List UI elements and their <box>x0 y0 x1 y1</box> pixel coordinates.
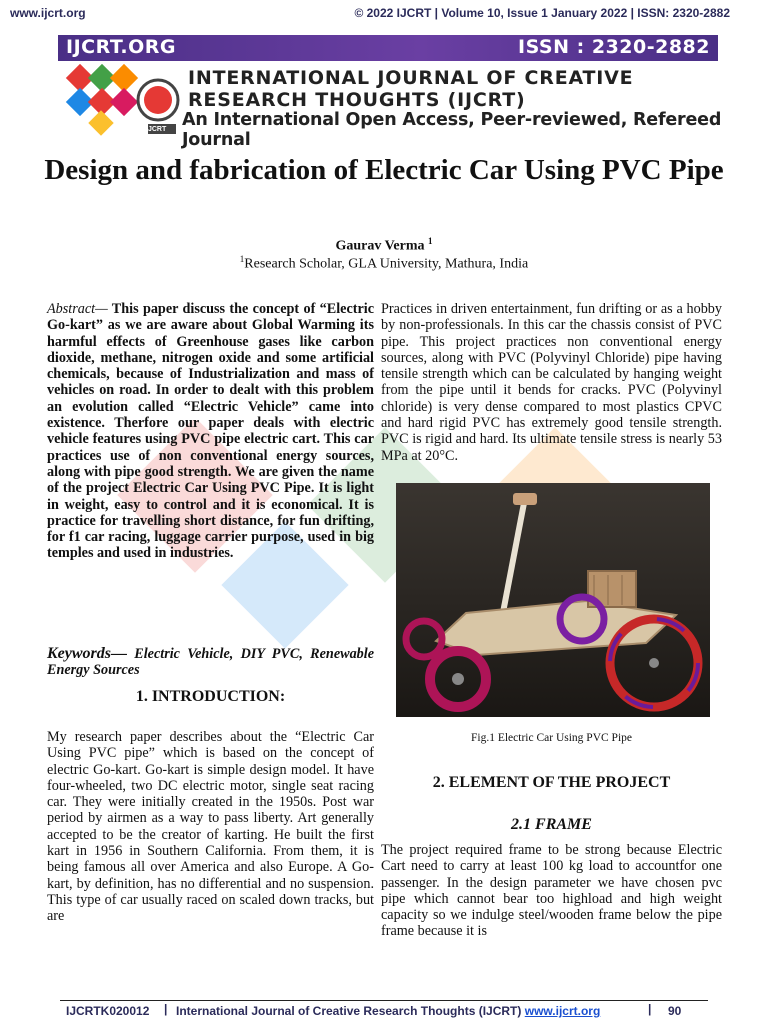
footer-separator: | <box>164 1002 168 1016</box>
figure-caption: Fig.1 Electric Car Using PVC Pipe <box>471 732 632 744</box>
logo-text: IJCRT <box>146 126 167 133</box>
section-2-1-title: FRAME <box>535 816 592 833</box>
frame-section-text: The project required frame to be strong because Electric Cart need to carry at least 100 kg load to accountfor one passenger. In the design parameter we have chosen pvc pipe which cannot bear too highload and high weight capacity so we indulge steel/wooden frame below the pipe frame because it is <box>381 842 722 940</box>
keywords-label: Keywords— <box>47 645 127 662</box>
band-issn: ISSN : 2320-2882 <box>518 36 710 58</box>
section-2-1-number: 2.1 <box>511 816 532 833</box>
abstract-label: Abstract— <box>47 301 108 317</box>
affiliation-superscript: 1 <box>239 254 245 264</box>
footer-journal-name: International Journal of Creative Research Thoughts (IJCRT) <box>176 1004 522 1018</box>
affiliation-text: Research Scholar, GLA University, Mathura, India <box>244 256 529 272</box>
author-superscript: 1 <box>428 236 433 246</box>
author-text: Gaurav Verma <box>335 238 425 254</box>
abstract-text: This paper discuss the concept of “Electric Go-kart” as we are aware about Global Warming its harmful effects of Greenhouse gases like carbon dioxide, methane, nitrogen oxide and some artificial chemicals, because of Industrialization and mass of vehicles on road. In order to dealt with this problem an evolution called “Electric Vehicle” came into existence. Therfore our paper deals with electric vehicle features using PVC pipe electric cart. This car practices use of non conventional energy sources, along with pipe good strength. We are given the name of the project Electric Car Using PVC Pipe. It is light in weight, easy to control and it is economical. It is practice for travelling short distance, for fun drifting, for f1 car racing, luggage carrier purpose, used in big temples and used in industries. <box>47 301 375 562</box>
section-2-1-heading <box>381 816 722 834</box>
car-illustration <box>396 483 710 717</box>
author-name <box>0 236 768 255</box>
keywords-text: Electric Vehicle, DIY PVC, Renewable Energy Sources <box>47 646 374 679</box>
journal-title-line2: RESEARCH THOUGHTS (IJCRT) <box>188 89 526 111</box>
introduction-heading: 1. INTRODUCTION: <box>135 688 286 705</box>
keywords <box>47 646 374 679</box>
journal-subtitle: An International Open Access, Peer-reviewed, Refereed Journal <box>182 110 722 150</box>
page-footer <box>60 1000 708 1018</box>
footer-journal <box>176 1004 600 1018</box>
paper-title: Design and fabrication of Electric Car Using PVC Pipe <box>44 154 724 186</box>
section-2-heading: 2. ELEMENT OF THE PROJECT <box>432 774 671 791</box>
site-link[interactable]: www.ijcrt.org <box>10 6 86 20</box>
footer-url-link[interactable]: www.ijcrt.org <box>524 1004 601 1018</box>
band-site: IJCRT.ORG <box>66 36 177 58</box>
running-header <box>10 6 730 24</box>
figure-electric-car-photo <box>396 483 710 717</box>
right-column-intro-text: Practices in driven entertainment, fun drifting or as a hobby by non-professionals. In this car the chassis consist of PVC pipe. This project practices non conventional energy sources, along with PVC (Polyvinyl Chloride) pipe having tensile strength which can be calculated by hanging weight from the pipe until it bends for cracks. PVC (Polyvinyl chloride) is very dense compared to most plastics CPVC and hard rigid PVC has extremely good tensile strength. PVC is rigid and hard. Its ultimate tensile stress is nearly 53 MPa at 20°C. <box>381 301 722 464</box>
abstract <box>47 301 374 562</box>
journal-band <box>58 35 718 61</box>
paper-id: IJCRTK020012 <box>66 1004 150 1018</box>
introduction-text: My research paper describes about the “Electric Car Using PVC pipe” which is based on the concept of electric Go-kart. Go-kart is simple design model. It have four-wheeled, two DC electric motor, single seat racing car. They were initially created in the 1950s. Post war period by airmen as a way to pass liberty. Art generally accepted to be the creator of karting. He built the first kart in 1956 in Southern California. From them, it is being famous all over America and also Europe. A Go-kart, by definition, has no differential and no suspension. This type of car usually raced on scaled down tracks, but are <box>47 729 374 925</box>
affiliation <box>0 254 768 273</box>
journal-title-line1: INTERNATIONAL JOURNAL OF CREATIVE <box>188 67 634 89</box>
journal-title <box>188 67 633 111</box>
issue-info: © 2022 IJCRT | Volume 10, Issue 1 January 2022 | ISSN: 2320-2882 <box>354 6 730 20</box>
page-number: 90 <box>668 1004 682 1018</box>
footer-separator-2: | <box>648 1002 652 1016</box>
ijcrt-logo <box>58 64 182 136</box>
